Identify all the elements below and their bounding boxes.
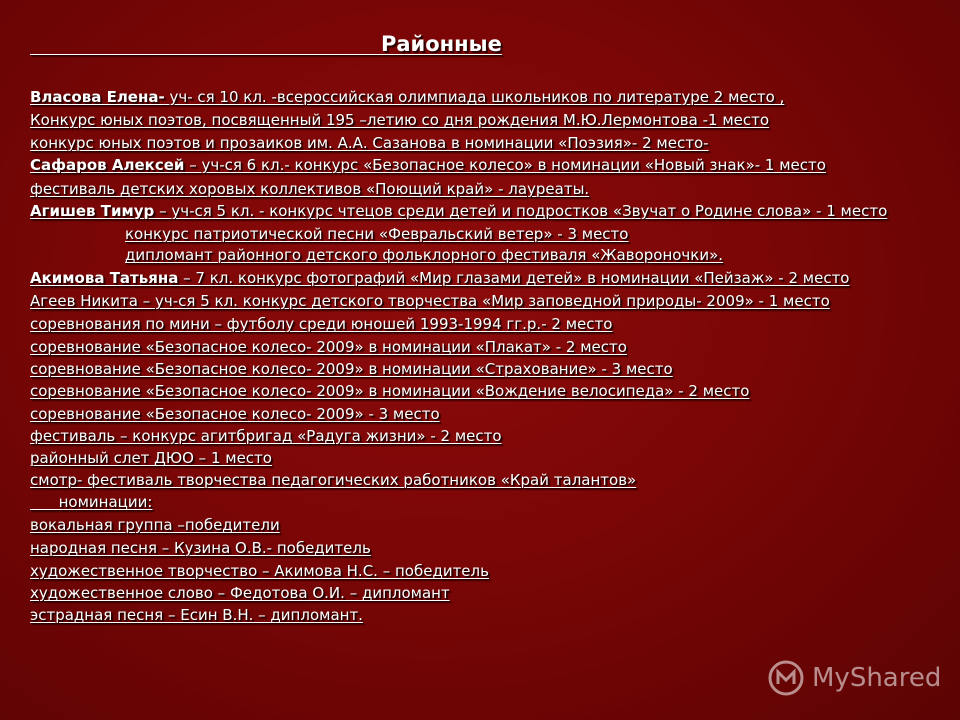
- award-line: [30, 338, 627, 356]
- student-name: Власова Елена-: [30, 88, 165, 106]
- award-line: [30, 606, 363, 624]
- award-line: [30, 584, 450, 602]
- award-line: [30, 292, 830, 310]
- award-line: [30, 539, 371, 557]
- award-text: конкурс патриотической песни «Февральский ветер» - 3 место: [125, 225, 629, 243]
- award-text: дипломант районного детского фольклорного фестиваля «Жавороночки».: [125, 246, 724, 264]
- award-text: соревнования по мини – футболу среди юношей 1993-1994 гг.р.- 2 место: [30, 315, 613, 333]
- award-text: художественное творчество – Акимова Н.С. – победитель: [30, 562, 489, 580]
- award-text: соревнование «Безопасное колесо- 2009» в номинации «Плакат» - 2 место: [30, 338, 627, 356]
- student-name: Сафаров Алексей: [30, 156, 185, 174]
- award-line: [30, 449, 272, 467]
- award-text: фестиваль – конкурс агитбригад «Радуга жизни» - 2 место: [30, 427, 502, 445]
- award-line: [30, 111, 769, 129]
- student-name: Агишев Тимур: [30, 202, 155, 220]
- award-line: [30, 382, 749, 400]
- student-name: Акимова Татьяна: [30, 269, 179, 287]
- award-text: конкурс юных поэтов и прозаиков им. А.А. Сазанова в номинации «Поэзия»- 2 место-: [30, 134, 709, 152]
- award-line: [30, 427, 502, 445]
- award-line: [30, 269, 849, 287]
- award-text: – уч-ся 6 кл.- конкурс «Безопасное колесо» в номинации «Новый знак»- 1 место: [184, 156, 826, 174]
- award-text: эстрадная песня – Есин В.Н. – дипломант.: [30, 606, 363, 624]
- award-text: смотр- фестиваль творчества педагогических работников «Край талантов»: [30, 471, 637, 489]
- award-line: [30, 562, 489, 580]
- award-line: [30, 202, 887, 220]
- award-line: [30, 180, 589, 198]
- award-line: [125, 246, 723, 264]
- award-line: [30, 516, 280, 534]
- award-text: уч- ся 10 кл. -всероссийская олимпиада школьников по литературе 2 место ,: [164, 88, 785, 106]
- award-line: [30, 471, 636, 489]
- award-line: [30, 156, 826, 174]
- award-text: районный слет ДЮО – 1 место: [30, 449, 272, 467]
- award-text: художественное слово – Федотова О.И. – дипломант: [30, 584, 450, 602]
- award-line: [30, 315, 612, 333]
- award-line: [30, 88, 784, 106]
- award-line: [30, 134, 709, 152]
- award-text: – 7 кл. конкурс фотографий «Мир глазами детей» в номинации «Пейзаж» - 2 место: [178, 269, 850, 287]
- watermark-text: MyShared: [812, 663, 942, 693]
- award-line: [30, 493, 152, 511]
- award-line: [30, 360, 673, 378]
- watermark: [768, 660, 941, 696]
- award-text: Агеев Никита – уч-ся 5 кл. конкурс детского творчества «Мир заповедной природы- 2009» - 1 место: [30, 292, 830, 310]
- award-text: соревнование «Безопасное колесо- 2009» в номинации «Вождение велосипеда» - 2 место: [30, 382, 750, 400]
- logo-icon: [768, 660, 804, 696]
- award-text: фестиваль детских хоровых коллективов «Поющий край» - лауреаты.: [30, 180, 590, 198]
- award-text: Конкурс юных поэтов, посвященный 195 –летию со дня рождения М.Ю.Лермонтова -1 место: [30, 111, 770, 129]
- award-text: вокальная группа –победители: [30, 516, 280, 534]
- slide-title: Районные: [380, 32, 502, 56]
- award-line: [30, 405, 440, 423]
- award-text: соревнование «Безопасное колесо- 2009» - 3 место: [30, 405, 440, 423]
- award-text: соревнование «Безопасное колесо- 2009» в номинации «Страхование» - 3 место: [30, 360, 673, 378]
- award-line: [125, 225, 628, 243]
- award-text: народная песня – Кузина О.В.- победитель: [30, 539, 371, 557]
- award-text: – уч-ся 5 кл. - конкурс чтецов среди детей и подростков «Звучат о Родине слова» - 1 место: [154, 202, 888, 220]
- award-text: номинации:: [30, 493, 153, 511]
